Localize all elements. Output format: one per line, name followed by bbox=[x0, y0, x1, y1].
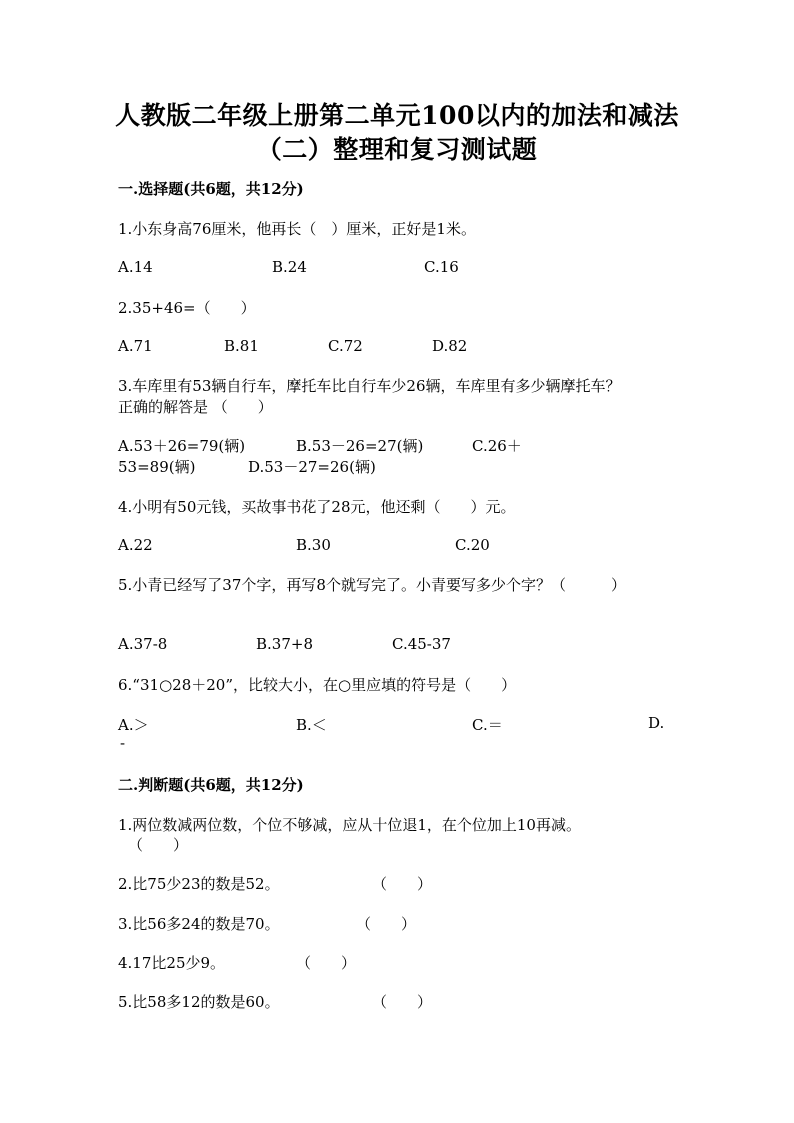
q5-option-a: A.37-8 bbox=[118, 635, 168, 653]
judge-3: 3.比56多24的数是70。 bbox=[118, 915, 280, 933]
section2-heading: 二.判断题(共6题，共12分) bbox=[118, 776, 304, 794]
question-1-1: 1.小东身高76厘米，他再长（ ）厘米，正好是1米。 bbox=[118, 220, 476, 238]
q3-option-a: A.53＋26=79(辆) bbox=[118, 437, 246, 455]
judge-2-blank: （ ） bbox=[372, 875, 433, 893]
judge-1-line1: 1.两位数减两位数，个位不够减，应从十位退1，在个位加上10再减。 bbox=[118, 816, 581, 834]
q5-option-c: C.45-37 bbox=[392, 635, 451, 653]
q5-option-b: B.37+8 bbox=[256, 635, 313, 653]
q6-option-a: A.＞ bbox=[118, 716, 149, 734]
page-title-line2: （二）整理和复习测试题 bbox=[256, 135, 538, 164]
q2-option-b: B.81 bbox=[224, 337, 259, 355]
question-1-2: 2.35+46=（ ） bbox=[118, 299, 256, 317]
question-1-3-line1: 3.车库里有53辆自行车，摩托车比自行车少26辆，车库里有多少辆摩托车？ bbox=[118, 377, 621, 395]
question-1-5: 5.小青已经写了37个字，再写8个就写完了。小青要写多少个字？（ ） bbox=[118, 576, 626, 594]
section1-heading: 一.选择题(共6题，共12分) bbox=[118, 180, 304, 198]
q3-option-b: B.53－26=27(辆) bbox=[296, 437, 424, 455]
q4-option-b: B.30 bbox=[296, 536, 331, 554]
judge-5: 5.比58多12的数是60。 bbox=[118, 993, 280, 1011]
question-1-3-line2: 正确的解答是 （ ） bbox=[118, 398, 273, 416]
q3-option-c-cont: 53=89(辆) bbox=[118, 458, 196, 476]
q3-option-d: D.53－27=26(辆) bbox=[248, 458, 376, 476]
q6-option-d: D. bbox=[648, 714, 665, 732]
q4-option-a: A.22 bbox=[118, 536, 153, 554]
q6-option-d-cont: - bbox=[120, 734, 126, 752]
judge-5-blank: （ ） bbox=[372, 993, 433, 1011]
q1-option-c: C.16 bbox=[424, 258, 459, 276]
q2-option-c: C.72 bbox=[328, 337, 363, 355]
q6-option-c: C.＝ bbox=[472, 716, 503, 734]
judge-4-blank: （ ） bbox=[296, 954, 357, 972]
judge-1-blank: （ ） bbox=[128, 836, 189, 854]
judge-2: 2.比75少23的数是52。 bbox=[118, 875, 280, 893]
q2-option-a: A.71 bbox=[118, 337, 153, 355]
q6-option-b: B.＜ bbox=[296, 716, 327, 734]
page-title-line1: 人教版二年级上册第二单元100以内的加法和减法 bbox=[115, 101, 679, 130]
q1-option-b: B.24 bbox=[272, 258, 307, 276]
q3-option-c: C.26＋ bbox=[472, 437, 522, 455]
q4-option-c: C.20 bbox=[455, 536, 490, 554]
q1-option-a: A.14 bbox=[118, 258, 153, 276]
q2-option-d: D.82 bbox=[432, 337, 468, 355]
question-1-6: 6.“31○28＋20”，比较大小，在○里应填的符号是（ ） bbox=[118, 676, 517, 694]
question-1-4: 4.小明有50元钱，买故事书花了28元，他还剩（ ）元。 bbox=[118, 498, 516, 516]
judge-4: 4.17比25少9。 bbox=[118, 954, 226, 972]
judge-3-blank: （ ） bbox=[356, 915, 417, 933]
